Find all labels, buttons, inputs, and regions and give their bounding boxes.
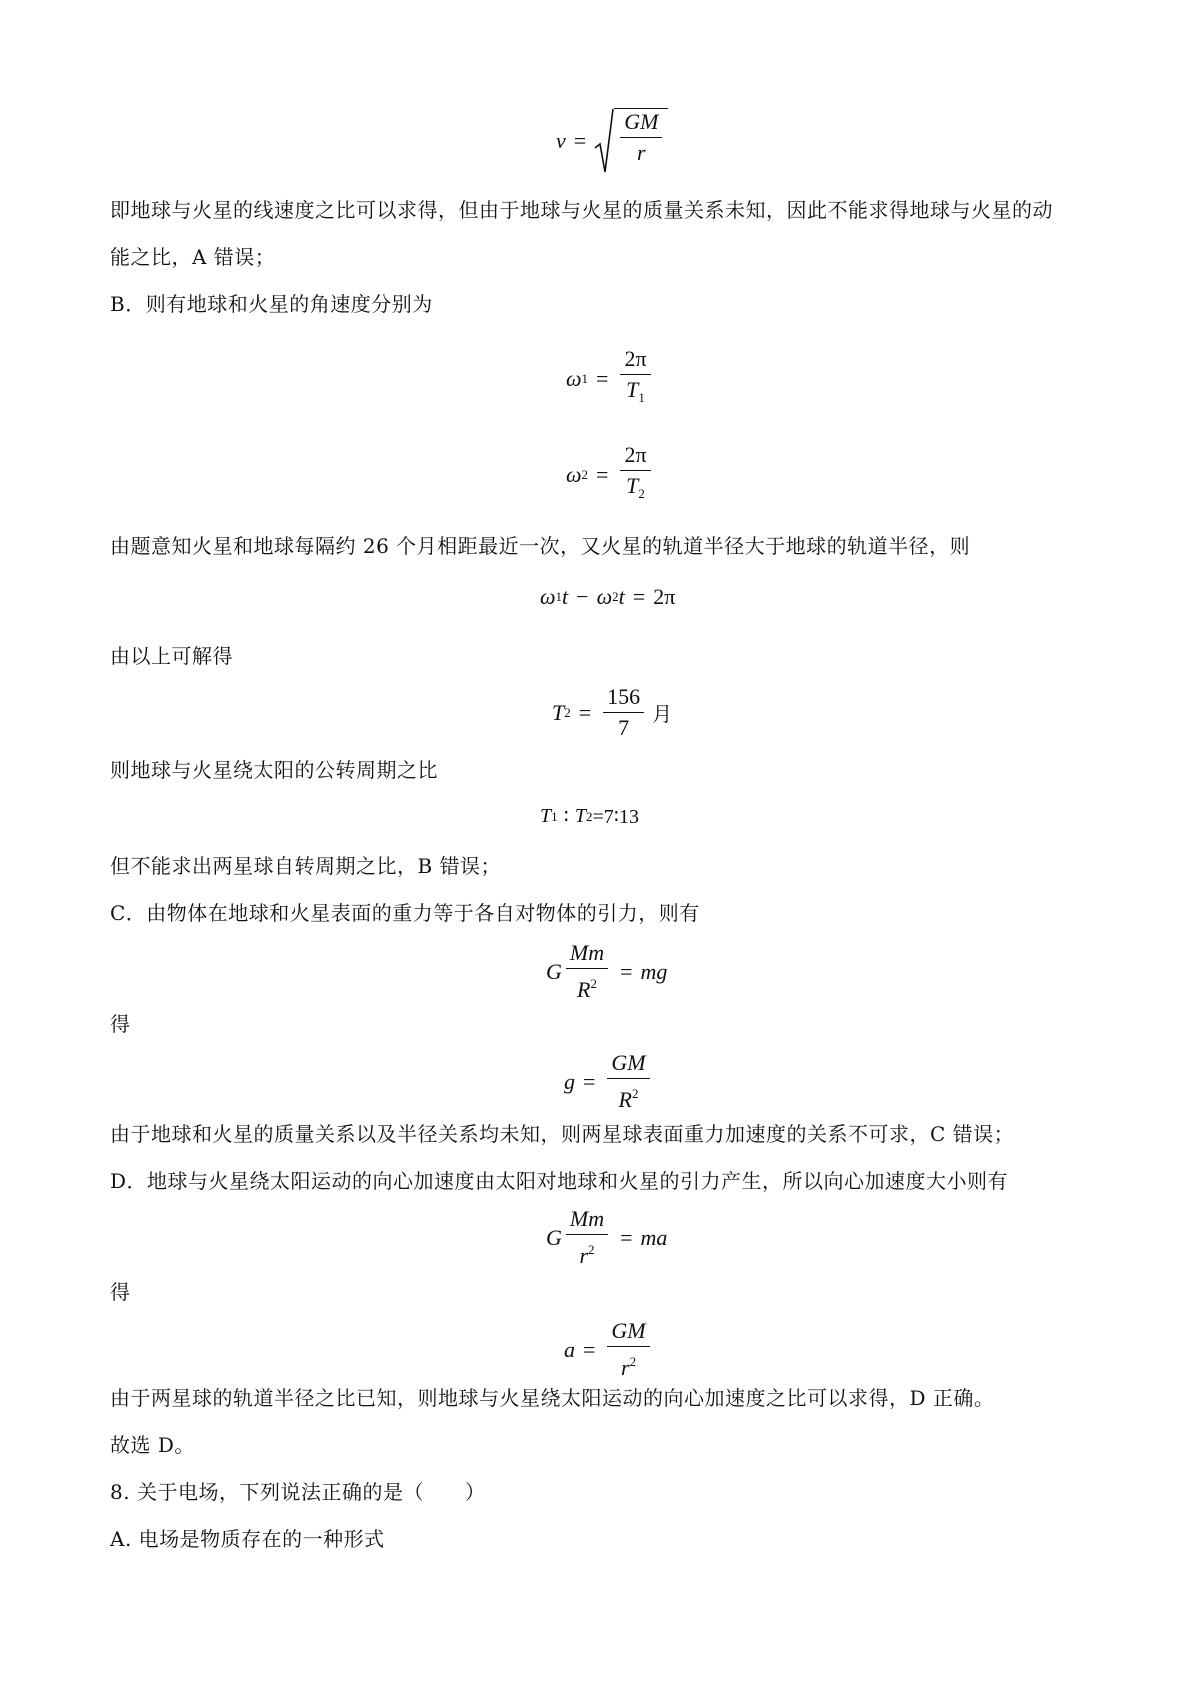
equation-omega2 — [566, 442, 655, 507]
numerator: Mm — [566, 1206, 608, 1235]
subscript: 1 — [638, 390, 645, 405]
rhs-two-pi: 2π — [653, 584, 676, 609]
paragraph-solve: 由以上可解得 — [110, 644, 233, 668]
denominator — [622, 471, 649, 507]
var-r: r — [579, 1243, 589, 1268]
text-de-2: 得 — [110, 1280, 131, 1304]
var-omega: ω — [596, 584, 613, 609]
subscript: 2 — [581, 466, 589, 482]
equation-g — [564, 1050, 654, 1113]
question-8: 8. 关于电场，下列说法正确的是（ ） — [110, 1480, 486, 1504]
var-T: T — [540, 805, 552, 827]
paragraph-b-intro: B．则有地球和火星的角速度分别为 — [110, 292, 433, 316]
var-T: T — [574, 805, 586, 827]
numerator: Mm — [566, 940, 608, 969]
subscript: 1 — [555, 589, 563, 604]
equals-sign: = — [596, 365, 609, 391]
superscript: 2 — [632, 1086, 639, 1101]
var-omega: ω — [540, 584, 556, 609]
numerator: 156 — [603, 684, 644, 713]
denominator — [617, 1347, 640, 1381]
subscript: 2 — [612, 589, 619, 604]
paragraph-a-conclusion: 能之比，A 错误； — [110, 245, 276, 269]
rhs-mg: mg — [640, 958, 668, 984]
numerator: GM — [607, 1050, 649, 1079]
var-G: G — [546, 1224, 562, 1250]
equation-centripetal — [546, 1206, 667, 1269]
numerator: GM — [607, 1318, 649, 1347]
rhs-ma: ma — [640, 1224, 668, 1250]
paragraph-a-analysis: 即地球与火星的线速度之比可以求得，但由于地球与火星的质量关系未知，因此不能求得地球与火星的动 — [110, 198, 1053, 222]
question-8-option-a: A. 电场是物质存在的一种形式 — [110, 1527, 385, 1551]
fraction — [620, 346, 650, 411]
var-t: t — [562, 584, 569, 609]
var-T: T — [626, 377, 639, 402]
denominator: 7 — [618, 715, 630, 740]
var-G: G — [546, 958, 562, 984]
equals-sign: = — [573, 128, 587, 153]
subscript: 2 — [585, 808, 593, 824]
answer-selection: 故选 D。 — [110, 1433, 195, 1457]
paragraph-ratio-intro: 则地球与火星绕太阳的公转周期之比 — [110, 758, 438, 782]
two-pi: 2π — [624, 442, 647, 467]
equation-omega1 — [566, 346, 655, 411]
var-a: a — [564, 1336, 575, 1362]
subscript: 2 — [564, 704, 571, 720]
fraction — [620, 442, 650, 507]
paragraph-26-months: 由题意知火星和地球每隔约 26 个月相距最近一次，又火星的轨道半径大于地球的轨道半径，则 — [110, 534, 971, 558]
equals-sign: = — [632, 584, 646, 609]
equals-sign: = — [620, 1224, 633, 1250]
denominator — [575, 1235, 598, 1269]
var-omega: ω — [566, 365, 582, 391]
fraction — [607, 1318, 649, 1381]
var-v: v — [556, 128, 566, 153]
equals-sign: = — [583, 1068, 596, 1094]
equals-sign: = — [620, 958, 633, 984]
equation-angle-difference — [540, 584, 675, 610]
equation-T2 — [552, 684, 672, 741]
superscript: 2 — [590, 976, 597, 991]
unit-month: 月 — [652, 702, 673, 726]
equation-velocity — [556, 108, 668, 174]
denominator: r — [637, 140, 646, 165]
paragraph-c-conclusion: 由于地球和火星的质量关系以及半径关系均未知，则两星球表面重力加速度的关系不可求，C 错误； — [110, 1122, 1015, 1146]
equals-sign: = — [583, 1336, 596, 1362]
minus-sign: − — [576, 584, 589, 609]
equation-surface-gravity — [546, 940, 667, 1003]
superscript: 2 — [588, 1242, 595, 1257]
denominator — [622, 375, 649, 411]
fraction — [566, 1206, 608, 1269]
var-g: g — [564, 1068, 575, 1094]
fraction — [603, 684, 644, 741]
var-T: T — [626, 473, 639, 498]
numerator: GM — [620, 109, 662, 138]
fraction — [566, 940, 608, 1003]
denominator — [573, 969, 601, 1003]
paragraph-b-conclusion: 但不能求出两星球自转周期之比，B 错误； — [110, 854, 502, 878]
superscript: 2 — [629, 1354, 637, 1369]
equation-a — [564, 1318, 654, 1381]
var-T: T — [552, 699, 565, 725]
ratio-rhs: =7∶13 — [592, 806, 639, 828]
fraction-gm-over-r — [620, 109, 662, 166]
subscript: 2 — [638, 486, 645, 501]
equals-sign: = — [596, 461, 609, 487]
radical-sign-icon — [594, 108, 614, 174]
paragraph-d-intro: D．地球与火星绕太阳运动的向心加速度由太阳对地球和火星的引力产生，所以向心加速度大小则有 — [110, 1169, 1009, 1193]
subscript: 1 — [581, 370, 589, 386]
var-R: R — [577, 977, 591, 1002]
subscript: 1 — [551, 808, 558, 824]
sqrt-expression — [594, 108, 668, 174]
var-r: r — [621, 1355, 630, 1380]
paragraph-d-conclusion: 由于两星球的轨道半径之比已知，则地球与火星绕太阳运动的向心加速度之比可以求得，D 正确。 — [110, 1386, 995, 1410]
ratio-colon: ∶ — [563, 806, 569, 828]
two-pi: 2π — [624, 346, 647, 371]
fraction — [607, 1050, 649, 1113]
equation-period-ratio — [540, 804, 639, 829]
text-de-1: 得 — [110, 1012, 131, 1036]
denominator — [615, 1079, 643, 1113]
numerator — [620, 442, 650, 471]
equals-sign: = — [578, 699, 592, 725]
var-omega: ω — [566, 461, 582, 487]
numerator — [620, 346, 650, 375]
paragraph-c-intro: C．由物体在地球和火星表面的重力等于各自对物体的引力，则有 — [110, 901, 700, 925]
var-R: R — [618, 1087, 632, 1112]
var-t: t — [618, 584, 625, 609]
